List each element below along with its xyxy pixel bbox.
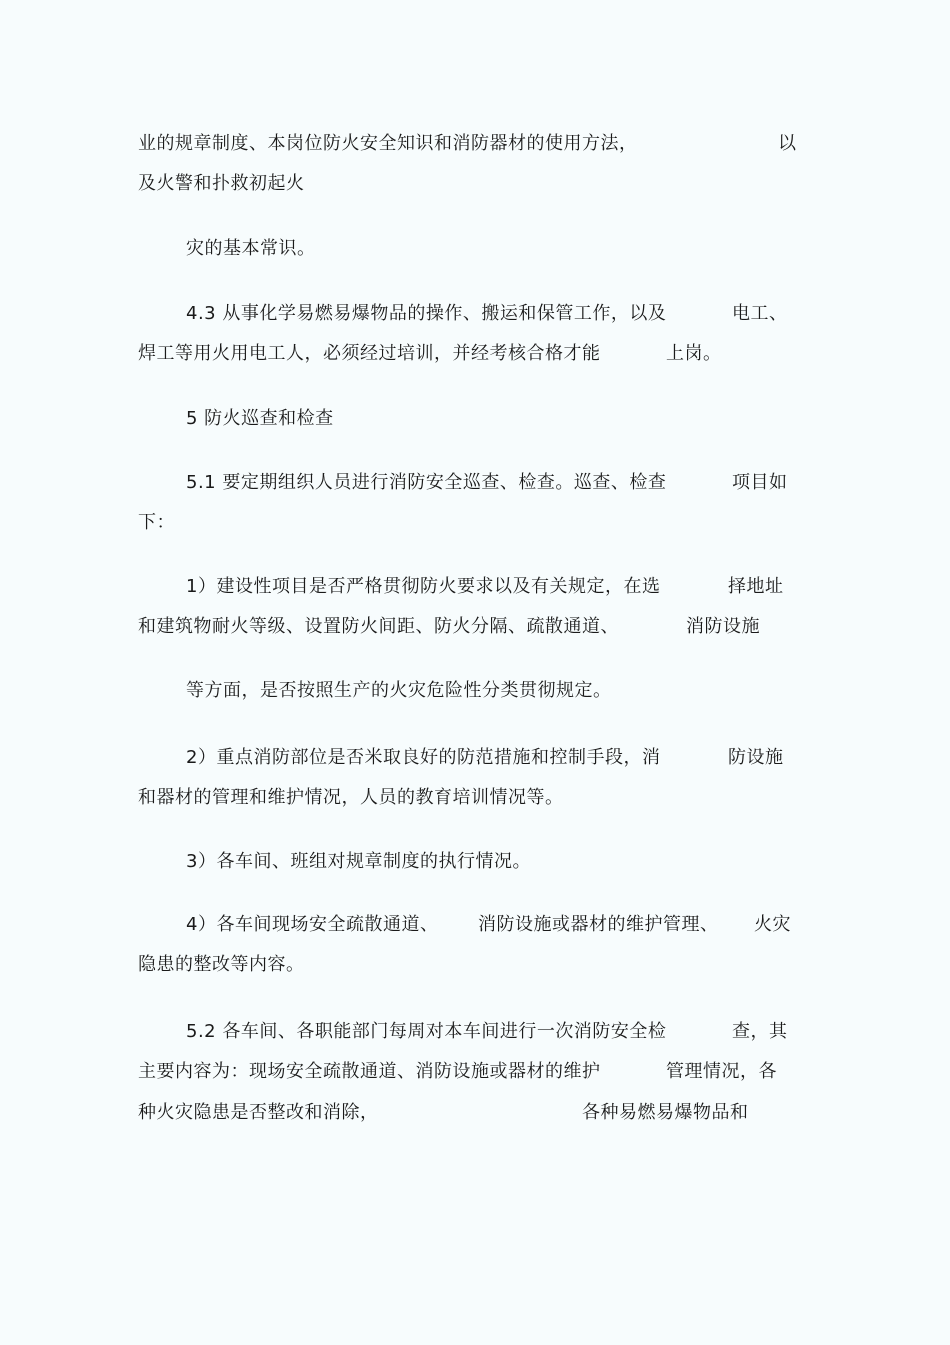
text-segment: 消防设施 xyxy=(686,616,760,637)
text-segment: 隐患的整改等内容。 xyxy=(138,954,305,975)
text-segment: 主要内容为：现场安全疏散通道、消防设施或器材的维护 xyxy=(138,1061,601,1082)
text-segment: 2）重点消防部位是否米取良好的防范措施和控制手段，消 xyxy=(186,747,661,768)
text-segment: 业的规章制度、本岗位防火安全知识和消防器材的使用方法， xyxy=(138,133,638,154)
text-segment: 各种易燃易爆物品和 xyxy=(582,1102,749,1123)
text-segment: 和建筑物耐火等级、设置防火间距、防火分隔、疏散通道、 xyxy=(138,616,619,637)
text-segment: 5 防火巡查和检查 xyxy=(186,408,334,429)
text-segment: 4）各车间现场安全疏散通道、 xyxy=(186,914,439,935)
text-segment: 查，其 xyxy=(732,1021,788,1042)
text-segment: 上岗。 xyxy=(666,343,722,364)
text-segment: 3）各车间、班组对规章制度的执行情况。 xyxy=(186,851,531,872)
text-segment: 择地址 xyxy=(728,576,784,597)
text-segment: 5.2 各车间、各职能部门每周对本车间进行一次消防安全检 xyxy=(186,1021,667,1042)
text-segment: 火灾 xyxy=(754,914,791,935)
text-segment: 防设施 xyxy=(728,747,784,768)
text-segment: 5.1 要定期组织人员进行消防安全巡查、检查。巡查、检查 xyxy=(186,472,667,493)
text-segment: 和器材的管理和维护情况，人员的教育培训情况等。 xyxy=(138,787,564,808)
text-segment: 焊工等用火用电工人，必须经过培训，并经考核合格才能 xyxy=(138,343,601,364)
text-segment: 管理情况，各 xyxy=(666,1061,777,1082)
text-segment: 等方面，是否按照生产的火灾危险性分类贯彻规定。 xyxy=(186,680,612,701)
text-segment: 及火警和扑救初起火 xyxy=(138,173,305,194)
text-segment: 以 xyxy=(778,133,797,154)
text-segment: 4.3 从事化学易燃易爆物品的操作、搬运和保管工作，以及 xyxy=(186,303,667,324)
text-segment: 下： xyxy=(138,512,175,533)
text-segment: 种火灾隐患是否整改和消除， xyxy=(138,1102,379,1123)
text-segment: 电工、 xyxy=(732,303,788,324)
text-segment: 灾的基本常识。 xyxy=(186,238,316,259)
text-segment: 1）建设性项目是否严格贯彻防火要求以及有关规定，在选 xyxy=(186,576,661,597)
text-segment: 消防设施或器材的维护管理、 xyxy=(478,914,719,935)
text-segment: 项目如 xyxy=(732,472,788,493)
